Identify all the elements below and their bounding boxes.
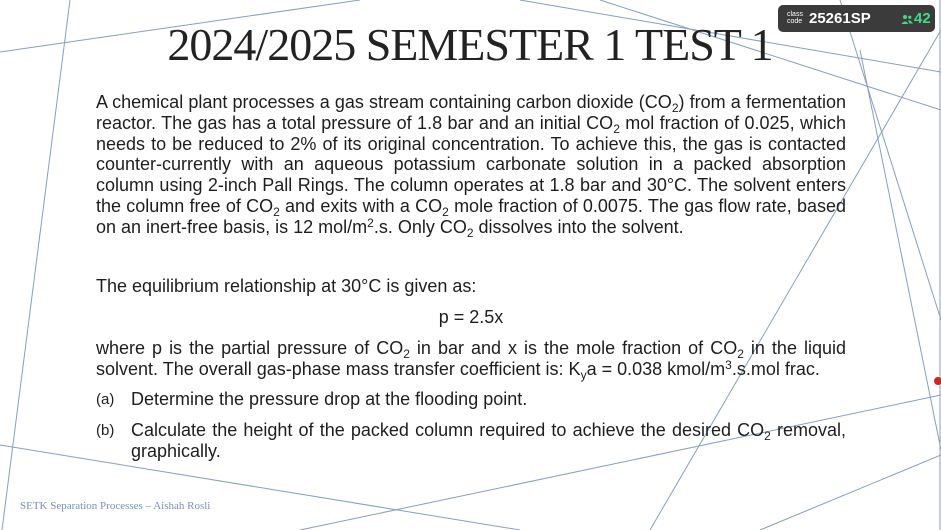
question-number: (a) [96, 391, 115, 408]
people-icon [901, 14, 913, 24]
class-code-badge[interactable] [778, 5, 935, 32]
class-code: 25261SP [809, 10, 871, 27]
question-a [96, 389, 846, 410]
definition-paragraph: where p is the partial pressure of $CO_2$ in bar and x is the mole fraction of $CO_2$ in the liquid solvent. The overall gas-phase mass transfer coefficient is: $K_ya = 0.038$ kmol/$m^3.s.mol$ frac. [96, 338, 846, 382]
problem-paragraph: A chemical plant processes a gas stream containing carbon dioxide $(CO_2)$ from a fermentation reactor. The gas has a total pressure of 1.8 bar and an initial $CO_2$ mol fraction of 0.025, which needs to be reduced to 2% of its original concentration. To achieve this, the gas is contacted counter-currently with an aqueous potassium carbonate solution in a packed absorption column using 2-inch Pall Rings. The column operates at 1.8 bar and 30°C. The solvent enters the column free of $CO_2$ and exits with a $CO_2$ mole fraction of 0.0075. The gas flow rate, based on an inert-free basis, is 12 mol/$m^2.s$. Only $CO_2$ dissolves into the solvent. [96, 92, 847, 240]
question-number: (b) [96, 422, 115, 439]
question-b [96, 420, 846, 462]
equilibrium-equation: p = 2.5x [438, 307, 504, 327]
class-code-label: class code [787, 11, 803, 25]
equilibrium-intro: The equilibrium relationship at 30°C is given as: [96, 276, 477, 296]
question-text: Calculate the height of the packed column required to achieve the desired $CO_2$ removal, graphically. [131, 420, 846, 461]
laser-pointer-dot [934, 377, 941, 385]
slide-title: 2024/2025 SEMESTER 1 TEST 1 [167, 19, 773, 70]
participant-count: 42 [914, 10, 931, 27]
slide-footer: SETK Separation Processes – Aishah Rosli [20, 500, 211, 512]
question-text: Determine the pressure drop at the flooding point. [131, 389, 528, 409]
